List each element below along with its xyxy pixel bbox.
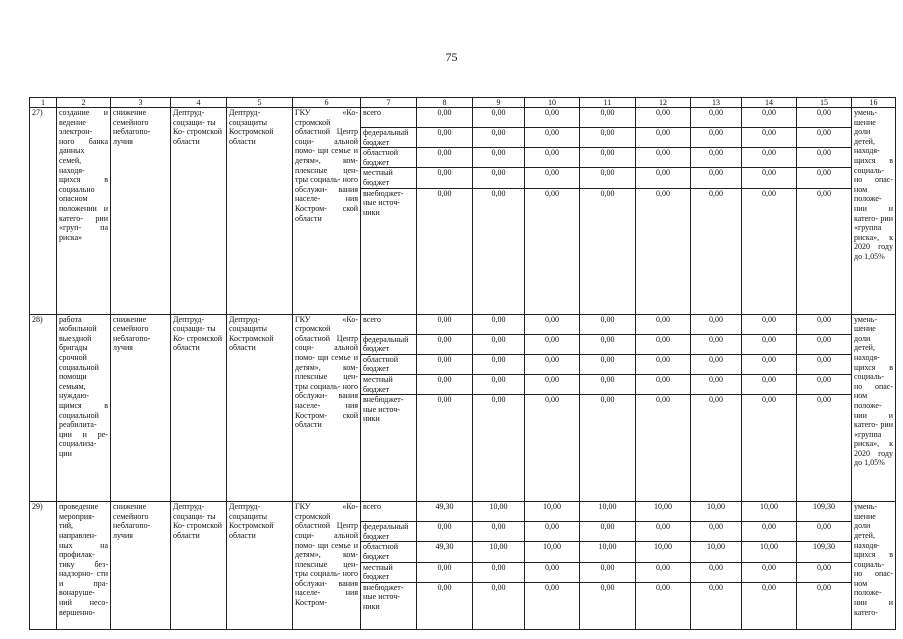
funding-value: 0,00 [742, 582, 797, 629]
funding-value: 0,00 [580, 374, 636, 394]
co-executor: ГКУ «Ко- стромской областной Центр соци- альной помо- щи семье и детям», ком- плексные цен- тры социаль- ного обслужи- вания населе- ния Костром- ской области [293, 108, 361, 315]
column-number: 13 [691, 98, 742, 108]
funding-source-label: федеральный бюджет [361, 128, 417, 148]
activity-goal: снижение семейного неблагопо- лучия [111, 502, 171, 630]
funding-value: 109,30 [797, 542, 852, 562]
funding-value: 0,00 [417, 314, 473, 334]
funding-value: 0,00 [580, 582, 636, 629]
responsible-executor: Дептруд- соцзащиты Костромской области [227, 314, 293, 502]
funding-value: 0,00 [797, 108, 852, 128]
funding-value: 0,00 [580, 168, 636, 188]
column-number: 5 [227, 98, 293, 108]
funding-value: 0,00 [525, 188, 580, 314]
column-number: 1 [30, 98, 57, 108]
funding-value: 0,00 [580, 522, 636, 542]
funding-value: 0,00 [473, 374, 525, 394]
funding-source-label: внебюджет- ные источ- ники [361, 395, 417, 502]
funding-value: 0,00 [636, 522, 691, 542]
funding-value: 0,00 [525, 354, 580, 374]
funding-value: 0,00 [797, 314, 852, 334]
expected-result: умень- шение доли детей, находя- щихся в социаль- но опас- ном положе- нии и катего- [852, 502, 896, 630]
funding-source-label: всего [361, 314, 417, 334]
funding-source-label: всего [361, 502, 417, 522]
responsible-executor: Дептруд- соцзащиты Костромской области [227, 108, 293, 315]
funding-value: 0,00 [691, 188, 742, 314]
funding-value: 0,00 [636, 562, 691, 582]
funding-value: 10,00 [473, 502, 525, 522]
funding-value: 0,00 [636, 374, 691, 394]
funding-value: 0,00 [636, 108, 691, 128]
funding-value: 0,00 [417, 374, 473, 394]
funding-value: 0,00 [417, 188, 473, 314]
column-number: 10 [525, 98, 580, 108]
funding-value: 10,00 [636, 542, 691, 562]
funding-value: 0,00 [742, 148, 797, 168]
funding-value: 0,00 [691, 374, 742, 394]
column-number: 14 [742, 98, 797, 108]
funding-value: 0,00 [742, 314, 797, 334]
coordinator: Дептруд- соцзащи- ты Ко- стромской области [171, 314, 227, 502]
funding-value: 0,00 [580, 562, 636, 582]
funding-value: 0,00 [691, 334, 742, 354]
funding-value: 0,00 [580, 354, 636, 374]
funding-value: 10,00 [636, 502, 691, 522]
funding-value: 0,00 [742, 168, 797, 188]
funding-value: 0,00 [525, 562, 580, 582]
funding-value: 0,00 [525, 168, 580, 188]
funding-value: 0,00 [691, 128, 742, 148]
funding-value: 0,00 [580, 334, 636, 354]
funding-value: 0,00 [580, 148, 636, 168]
funding-value: 0,00 [742, 128, 797, 148]
column-number: 3 [111, 98, 171, 108]
funding-value: 0,00 [797, 334, 852, 354]
row-29-source-total [30, 502, 896, 522]
funding-value: 10,00 [691, 542, 742, 562]
funding-value: 0,00 [742, 354, 797, 374]
funding-value: 10,00 [580, 502, 636, 522]
funding-value: 0,00 [797, 148, 852, 168]
column-number: 12 [636, 98, 691, 108]
funding-value: 0,00 [636, 395, 691, 502]
funding-value: 0,00 [691, 582, 742, 629]
funding-value: 0,00 [417, 582, 473, 629]
funding-value: 0,00 [417, 395, 473, 502]
funding-source-label: федеральный бюджет [361, 522, 417, 542]
funding-value: 0,00 [636, 128, 691, 148]
funding-value: 0,00 [742, 395, 797, 502]
funding-source-label: всего [361, 108, 417, 128]
activity-goal: снижение семейного неблагопо- лучия [111, 314, 171, 502]
funding-value: 10,00 [525, 542, 580, 562]
activity-name: работа мобильной выездной бригады срочной социальной помощи семьям, нуждаю- щимся в социальной реабилита- ции и ре- социализа- ции [57, 314, 111, 502]
funding-value: 0,00 [797, 582, 852, 629]
funding-value: 0,00 [417, 128, 473, 148]
funding-value: 0,00 [473, 128, 525, 148]
funding-value: 0,00 [742, 108, 797, 128]
funding-value: 0,00 [580, 395, 636, 502]
co-executor: ГКУ «Ко- стромской областной Центр соци- альной помо- щи семье и детям», ком- плексные цен- тры социаль- ного обслужи- вания населе- ния Костром- ской области [293, 314, 361, 502]
row-number: 28) [30, 314, 57, 502]
funding-source-label: федеральный бюджет [361, 334, 417, 354]
funding-value: 0,00 [417, 562, 473, 582]
funding-value: 10,00 [742, 542, 797, 562]
funding-value: 0,00 [691, 522, 742, 542]
funding-value: 0,00 [417, 108, 473, 128]
funding-value: 0,00 [691, 395, 742, 502]
funding-value: 0,00 [417, 168, 473, 188]
funding-value: 0,00 [797, 128, 852, 148]
funding-value: 0,00 [473, 562, 525, 582]
column-number: 7 [361, 98, 417, 108]
activity-goal: снижение семейного неблагопо- лучия [111, 108, 171, 315]
column-number: 8 [417, 98, 473, 108]
column-number-row [30, 98, 896, 108]
funding-value: 49,30 [417, 502, 473, 522]
page-number: 75 [445, 50, 458, 64]
funding-value: 0,00 [473, 108, 525, 128]
funding-value: 0,00 [417, 522, 473, 542]
funding-value: 0,00 [580, 314, 636, 334]
funding-value: 109,30 [797, 502, 852, 522]
funding-value: 0,00 [742, 188, 797, 314]
funding-value: 10,00 [580, 542, 636, 562]
funding-source-label: внебюджет- ные источ- ники [361, 188, 417, 314]
funding-source-label: местный бюджет [361, 374, 417, 394]
funding-value: 0,00 [525, 522, 580, 542]
funding-value: 0,00 [691, 354, 742, 374]
funding-source-label: местный бюджет [361, 168, 417, 188]
funding-value: 0,00 [417, 148, 473, 168]
funding-value: 0,00 [473, 354, 525, 374]
co-executor: ГКУ «Ко- стромской областной Центр соци- альной помо- щи семье и детям», ком- плексные цен- тры социаль- ного обслужи- вания населе- ния Костром- [293, 502, 361, 630]
funding-value: 0,00 [742, 522, 797, 542]
funding-value: 0,00 [473, 334, 525, 354]
funding-value: 0,00 [525, 148, 580, 168]
funding-value: 0,00 [797, 395, 852, 502]
row-28-source-total [30, 314, 896, 334]
funding-value: 0,00 [525, 395, 580, 502]
column-number: 11 [580, 98, 636, 108]
funding-value: 0,00 [636, 334, 691, 354]
funding-value: 0,00 [636, 148, 691, 168]
funding-value: 0,00 [525, 334, 580, 354]
funding-value: 0,00 [797, 522, 852, 542]
activity-name: создание и ведение электрон- ного банка данных семей, находя- щихся в социально опасном положении и катего- рии «груп- па риска» [57, 108, 111, 315]
funding-value: 10,00 [473, 542, 525, 562]
funding-value: 0,00 [797, 188, 852, 314]
expected-result: умень- шение доли детей, находя- щихся в социаль- но опас- ном положе- нии и катего- рии «группа риска», к 2020 году до 1,05% [852, 108, 896, 315]
funding-value: 0,00 [636, 582, 691, 629]
funding-value: 0,00 [580, 108, 636, 128]
funding-value: 0,00 [797, 354, 852, 374]
funding-value: 0,00 [473, 168, 525, 188]
row-27-source-total [30, 108, 896, 128]
funding-value: 0,00 [473, 148, 525, 168]
column-number: 9 [473, 98, 525, 108]
funding-value: 0,00 [742, 562, 797, 582]
column-number: 4 [171, 98, 227, 108]
funding-value: 0,00 [525, 314, 580, 334]
funding-source-label: областной бюджет [361, 148, 417, 168]
funding-value: 0,00 [742, 374, 797, 394]
funding-value: 0,00 [417, 334, 473, 354]
funding-value: 0,00 [797, 562, 852, 582]
funding-value: 0,00 [691, 108, 742, 128]
funding-value: 0,00 [636, 354, 691, 374]
column-number: 6 [293, 98, 361, 108]
funding-value: 49,30 [417, 542, 473, 562]
funding-value: 0,00 [473, 582, 525, 629]
funding-value: 0,00 [691, 148, 742, 168]
column-number: 2 [57, 98, 111, 108]
funding-value: 0,00 [525, 108, 580, 128]
funding-value: 10,00 [742, 502, 797, 522]
funding-value: 0,00 [742, 334, 797, 354]
funding-value: 0,00 [691, 314, 742, 334]
column-number: 15 [797, 98, 852, 108]
expected-result: умень- шение доли детей, находя- щихся в социаль- но опас- ном положе- нии и катего- рии «группа риска», к 2020 году до 1,05% [852, 314, 896, 502]
funding-value: 0,00 [580, 188, 636, 314]
program-table [29, 97, 896, 630]
funding-value: 0,00 [580, 128, 636, 148]
funding-source-label: областной бюджет [361, 542, 417, 562]
funding-value: 0,00 [525, 374, 580, 394]
activity-name: проведение мероприя- тий, направлен- ных на профилак- тику без- надзорно- сти и пра- вонаруше- ний несо- вершенно- [57, 502, 111, 630]
funding-value: 0,00 [636, 188, 691, 314]
funding-value: 0,00 [473, 395, 525, 502]
funding-value: 0,00 [636, 314, 691, 334]
funding-value: 0,00 [691, 168, 742, 188]
funding-value: 10,00 [525, 502, 580, 522]
funding-value: 10,00 [691, 502, 742, 522]
funding-source-label: местный бюджет [361, 562, 417, 582]
funding-value: 0,00 [473, 522, 525, 542]
responsible-executor: Дептруд- соцзащиты Костромской области [227, 502, 293, 630]
column-number: 16 [852, 98, 896, 108]
funding-value: 0,00 [797, 374, 852, 394]
funding-value: 0,00 [525, 128, 580, 148]
coordinator: Дептруд- соцзащи- ты Ко- стромской области [171, 502, 227, 630]
funding-value: 0,00 [525, 582, 580, 629]
row-number: 27) [30, 108, 57, 315]
funding-source-label: областной бюджет [361, 354, 417, 374]
funding-value: 0,00 [473, 314, 525, 334]
coordinator: Дептруд- соцзащи- ты Ко- стромской области [171, 108, 227, 315]
row-number: 29) [30, 502, 57, 630]
funding-value: 0,00 [797, 168, 852, 188]
funding-value: 0,00 [636, 168, 691, 188]
funding-value: 0,00 [417, 354, 473, 374]
funding-value: 0,00 [473, 188, 525, 314]
funding-value: 0,00 [691, 562, 742, 582]
funding-source-label: внебюджет- ные источ- ники [361, 582, 417, 629]
